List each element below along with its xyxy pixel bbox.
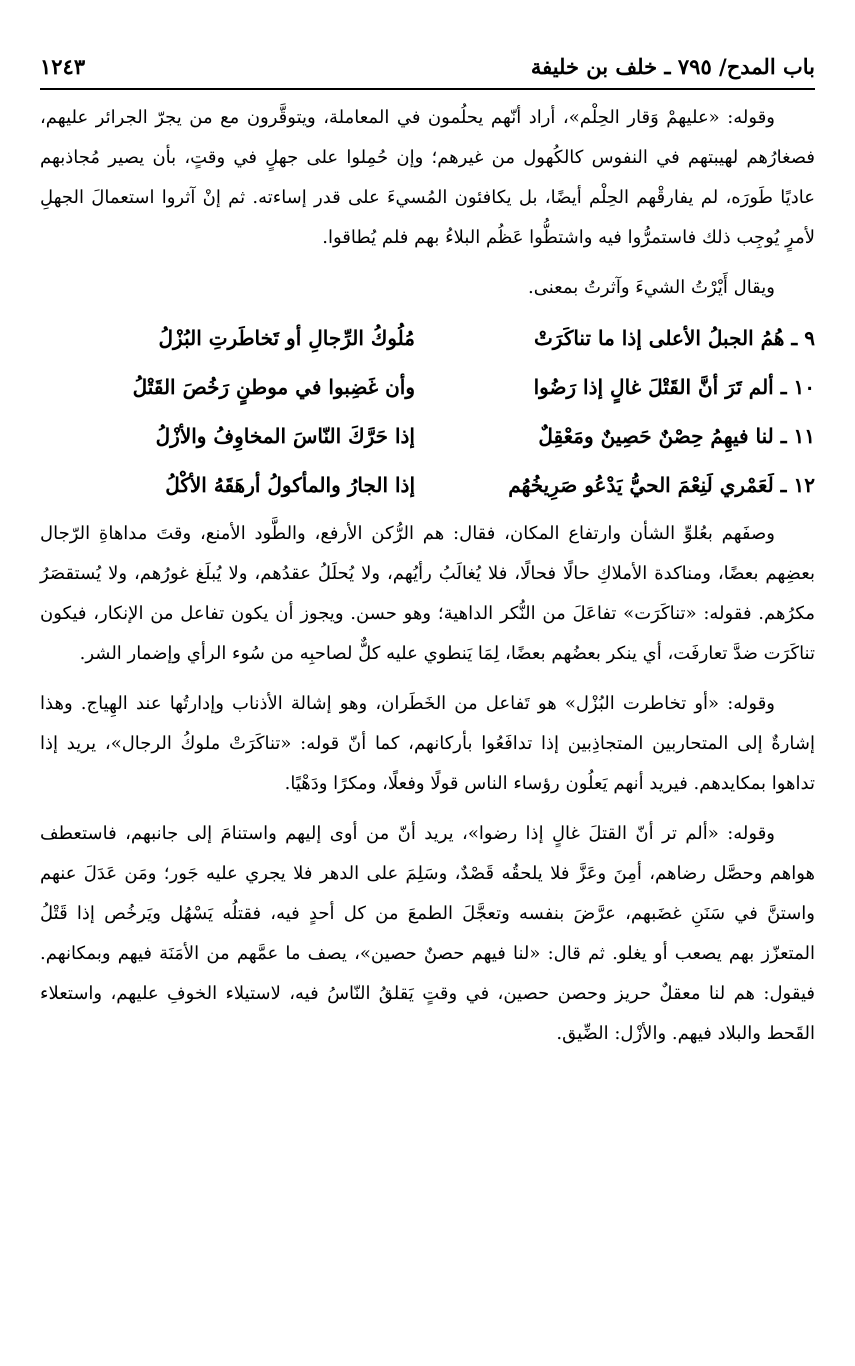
poem-verses: [40, 314, 815, 510]
body-text: [40, 98, 815, 1054]
verse-first-hemistich: ٩ ـ هُمُ الجبلُ الأعلى إذا ما تناكَرَتْ: [533, 326, 815, 350]
verse-second-hemistich: وأن غَضِبوا في موطنٍ رَخُصَ القَتْلُ: [132, 375, 415, 399]
commentary-paragraph: وقوله: «أو تخاطرت البُزْل» هو تَفاعل من الخَطَران، وهو إشالة الأذناب وإدارتُها عند الهِياج. وهذا إشارةٌ إلى المتحاربين المتجاذِبين إذا تدافَعُوا بأركانهم، كما أنّ قوله: «تناكَرَتْ ملوكُ الرجال»، يريد إذا تداهوا بمكايدهم. فيريد أنهم يَعلُون رؤساء الناس قولًا وفعلًا، ومكرًا ودَهْيًا.: [40, 693, 815, 794]
verse-line: [40, 314, 815, 363]
page-number: ١٢٤٣: [40, 54, 86, 79]
commentary-paragraph: وصفَهم بعُلوِّ الشأن وارتفاع المكان، فقال: هم الرُّكن الأرفع، والطَّود الأمنع، وقتَ مداهاةِ الرّجال بعضِهم بعضًا، ومناكدة الأملاكِ حالًا فحالًا، فلا يُغالَبُ رأيُهم، ولا يُحلَلُ عقدُهم، ولا يُبلَغ غورُهم، ولا يُستقصَرُ مكرُهم. فقوله: «تناكَرَت» تفاعَلَ من النُّكر الداهية؛ وهو حسن. ويجوز أن يكون تفاعل من الإنكار، فيكون تناكَرَت ضدَّ تعارفَت، أي ينكر بعضُهم بعضًا، لِمَا يَنطوي عليه كلٌّ لصاحبِه من سُوء الرأي وإضمار الشر.: [40, 523, 815, 664]
verse-second-hemistich: مُلُوكُ الرِّجالِ أو تَخاطَرتِ البُزْلُ: [158, 326, 415, 350]
chapter-title: باب المدح/ ٧٩٥ ـ خلف بن خليفة: [530, 54, 815, 79]
running-header: [40, 52, 815, 90]
verse-line: [40, 412, 815, 461]
verse-second-hemistich: إذا حَرَّكَ النّاسَ المخاوِفُ والأزْلُ: [155, 424, 415, 448]
commentary-paragraph: وقوله: «عليهمْ وَقار الحِلْم»، أراد أنّهم يحلُمون في المعاملة، ويتوقَّرون مع من يجرّ الجرائر عليهم، فصغارُهم لهيبتهم في النفوس كالكُهول من غيرهم؛ وإن حُمِلوا على جهلٍ في وقتٍ، بأن يصير مُجاذبهم عاديًا طَورَه، لم يفارقْهم الحِلْم أيضًا، بل يكافئون المُسيءَ على قدر إساءته. ثم إنْ آثروا استعمالَ الجهلِ لأمرٍ يُوجِب ذلك فاستمرُّوا فيه واشتطُّوا عَظُم البلاءُ بهم فلم يُطاقوا.: [40, 107, 815, 248]
verse-line: [40, 363, 815, 412]
verse-line: [40, 461, 815, 510]
commentary-note: ويقال أَيْرْتُ الشيءَ وآثرتُ بمعنى.: [528, 277, 775, 298]
book-page: [40, 52, 815, 1346]
verse-first-hemistich: ١٠ ـ ألم تَرَ أنَّ القَتْلَ غالٍ إذا رَضُوا: [533, 375, 815, 399]
verse-first-hemistich: ١٢ ـ لَعَمْري لَنِعْمَ الحيُّ يَدْعُو صَرِيخُهُم: [508, 473, 815, 497]
verse-second-hemistich: إذا الجارُ والمأكولُ أرهَقَهُ الأكْلُ: [165, 473, 415, 497]
commentary-paragraph: وقوله: «ألم تر أنّ القتلَ غالٍ إذا رضوا»، يريد أنّ من أوى إليهم واستنامَ إلى جانبهم، فاستعطف هواهم وحصَّل رضاهم، أمِنَ وعَزَّ فلا يلحقُه قَصْدٌ، وسَلِمَ على الدهر فلا يجري عليه جَور؛ ومَن عَدَلَ عنهم واستنَّ في سَنَنِ غضَبهم، عرَّضَ بنفسه وتعجَّلَ الطمعَ من كل أحدٍ فيه، فقتلُه يَسْهُل ويَرخُص إذا قَتْلُ المتعزّز بهم يصعب أو يغلو. ثم قال: «لنا فيهم حصنٌ حصين»، يصف ما عمَّهم من الأمَنَة فيهم وبمكانهم. فيقول: هم لنا معقلٌ حريز وحصن حصين، في وقتٍ يَقلقُ النّاسُ فيه، لاستيلاء الخوفِ عليهم، واستعلاء القَحط والبلاد فيهم. والأزْل: الضِّيق.: [40, 823, 815, 1044]
verse-first-hemistich: ١١ ـ لنا فيهِمُ حِصْنٌ حَصِينٌ ومَعْقِلٌ: [538, 424, 815, 448]
